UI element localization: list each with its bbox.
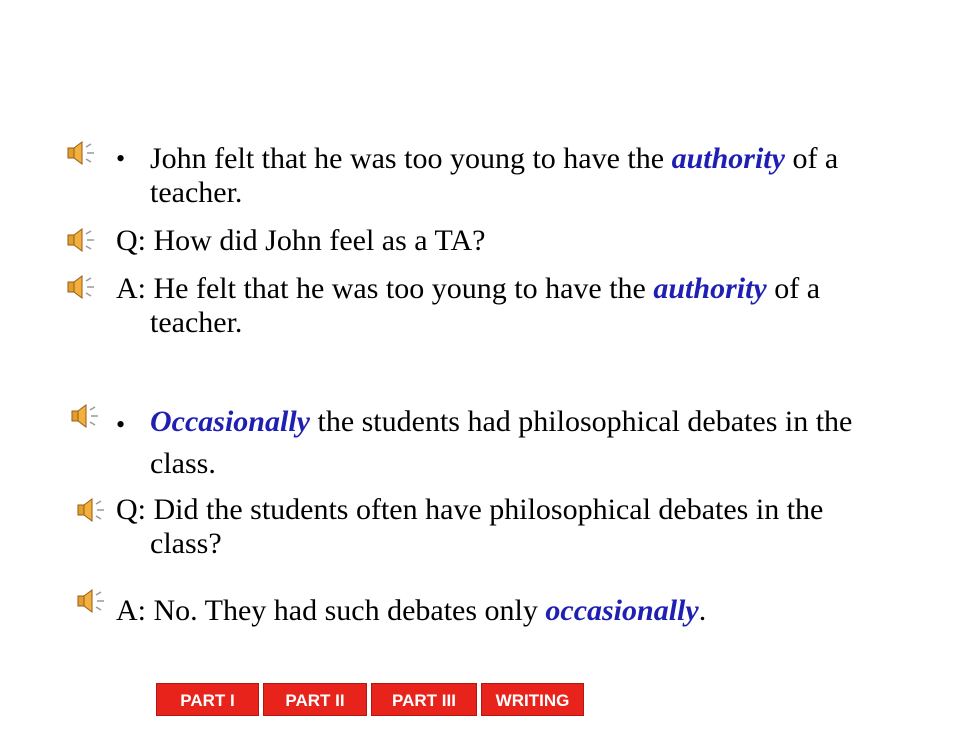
speaker-icon[interactable]: [70, 403, 100, 429]
nav-writing-button[interactable]: WRITING: [481, 683, 584, 716]
speaker-icon[interactable]: [66, 140, 96, 166]
answer-continuation: teacher.: [150, 306, 243, 339]
speaker-icon[interactable]: [66, 227, 96, 253]
question-debates: Q: Did the students often have philosophical debates in the: [116, 493, 824, 526]
sentence-continuation: class.: [150, 447, 216, 480]
answer-occasionally: A: No. They had such debates only occasionally.: [116, 594, 707, 627]
answer-authority: A: He felt that he was too young to have the authority of a: [116, 272, 821, 305]
nav-part-3-button[interactable]: PART III: [371, 683, 477, 716]
sentence-occasionally: Occasionally the students had philosophical debates in the: [150, 405, 853, 438]
sentence-continuation: teacher.: [150, 176, 243, 209]
sentence-authority: John felt that he was too young to have the authority of a: [150, 142, 839, 175]
speaker-icon[interactable]: [76, 588, 106, 614]
question-ta: Q: How did John feel as a TA?: [116, 224, 486, 257]
bullet: •: [116, 144, 126, 173]
question-continuation: class?: [150, 527, 222, 560]
keyword-occasionally: occasionally: [545, 594, 699, 627]
keyword-occasionally: Occasionally: [150, 405, 310, 438]
bullet: •: [116, 410, 126, 439]
keyword-authority: authority: [653, 272, 767, 305]
nav-part-2-button[interactable]: PART II: [263, 683, 367, 716]
keyword-authority: authority: [671, 142, 785, 175]
speaker-icon[interactable]: [76, 497, 106, 523]
nav-part-1-button[interactable]: PART I: [156, 683, 259, 716]
speaker-icon[interactable]: [66, 274, 96, 300]
